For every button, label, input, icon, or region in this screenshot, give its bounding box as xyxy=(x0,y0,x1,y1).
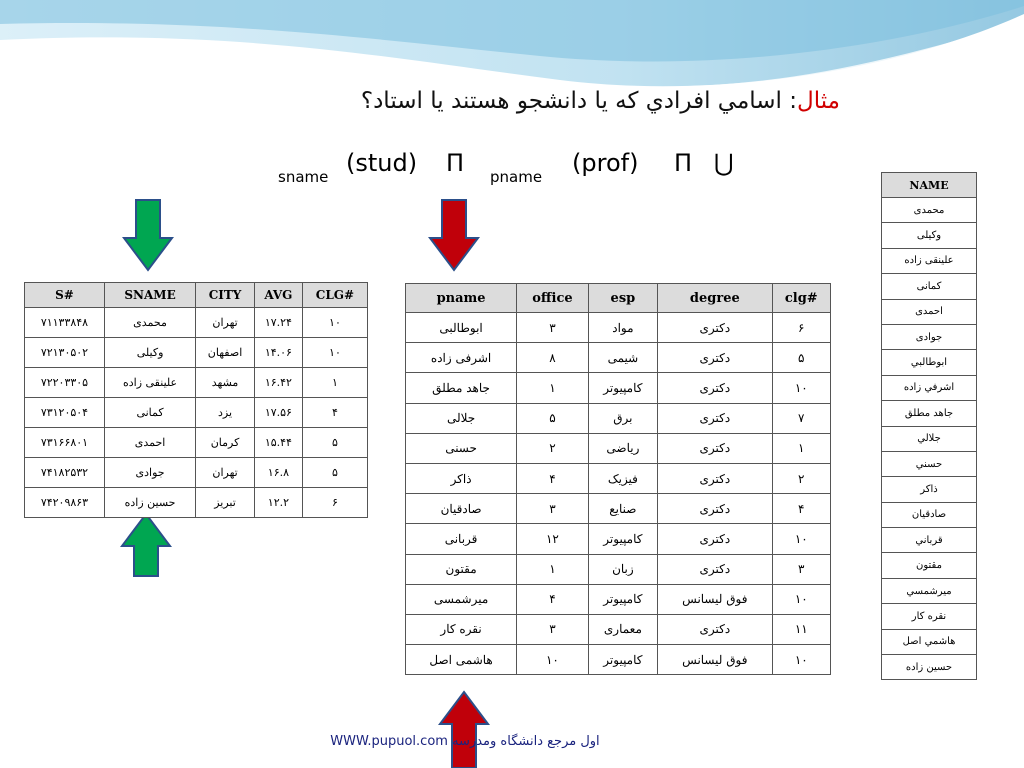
table-cell: ۱۷.۵۶ xyxy=(254,398,302,428)
table-cell: ۱۰ xyxy=(772,373,830,403)
names-header-cell: NAME xyxy=(882,173,977,198)
formula-pi-1: Π xyxy=(446,149,465,177)
name-cell: هاشمي اصل xyxy=(882,629,977,654)
table-cell: دکتری xyxy=(658,373,772,403)
table-cell: ۵ xyxy=(302,458,367,488)
table-cell: نقره کار xyxy=(406,614,517,644)
table-cell: ابوطالبی xyxy=(406,313,517,343)
table-cell: ۷۲۱۳۰۵۰۲ xyxy=(25,338,105,368)
table-cell: صنایع xyxy=(588,494,657,524)
table-row xyxy=(25,458,368,488)
name-cell: صادقيان xyxy=(882,502,977,527)
table-cell: ۳ xyxy=(517,494,589,524)
prof-header-row xyxy=(406,284,831,313)
table-row xyxy=(25,338,368,368)
stud-body xyxy=(25,308,368,518)
table-cell: زبان xyxy=(588,554,657,584)
table-row xyxy=(882,198,977,223)
table-row xyxy=(882,578,977,603)
table-cell: ۱۰ xyxy=(772,584,830,614)
table-cell: فیزیک xyxy=(588,463,657,493)
header-cell: CITY xyxy=(196,283,255,308)
name-cell: جلالي xyxy=(882,426,977,451)
header-cell: AVG xyxy=(254,283,302,308)
table-row xyxy=(406,554,831,584)
table-cell: ۱۲.۲ xyxy=(254,488,302,518)
table-cell: تهران xyxy=(196,308,255,338)
table-row xyxy=(882,350,977,375)
formula-subscript-sname: sname xyxy=(278,168,329,186)
table-cell: معماری xyxy=(588,614,657,644)
table-row xyxy=(25,398,368,428)
table-cell: ۷۴۱۸۲۵۳۲ xyxy=(25,458,105,488)
name-cell: وکیلی xyxy=(882,223,977,248)
table-cell: ۷۳۱۲۰۵۰۴ xyxy=(25,398,105,428)
slide-title xyxy=(150,88,840,114)
table-row xyxy=(882,528,977,553)
header-cell: SNAME xyxy=(104,283,195,308)
name-cell: اشرفي زاده xyxy=(882,375,977,400)
table-cell: وکیلی xyxy=(104,338,195,368)
table-cell: شیمی xyxy=(588,343,657,373)
title-text: : اسامي افرادي كه يا دانشجو هستند يا استاد؟ xyxy=(360,88,798,114)
table-cell: برق xyxy=(588,403,657,433)
table-cell: دکتری xyxy=(658,313,772,343)
title-label: مثال xyxy=(797,88,840,114)
table-cell: حسین زاده xyxy=(104,488,195,518)
table-cell: کمانی xyxy=(104,398,195,428)
table-cell: اشرفی زاده xyxy=(406,343,517,373)
table-cell: ۴ xyxy=(517,584,589,614)
table-cell: کامپیوتر xyxy=(588,373,657,403)
table-cell: فوق لیسانس xyxy=(658,645,772,675)
table-row xyxy=(882,629,977,654)
table-cell: ۵ xyxy=(517,403,589,433)
table-cell: احمدی xyxy=(104,428,195,458)
table-cell: ۱۰ xyxy=(772,524,830,554)
table-cell: ذاکر xyxy=(406,463,517,493)
table-row xyxy=(406,373,831,403)
table-cell: ۱۷.۲۴ xyxy=(254,308,302,338)
table-cell: قربانی xyxy=(406,524,517,554)
table-row xyxy=(406,524,831,554)
table-cell: محمدی xyxy=(104,308,195,338)
prof-body xyxy=(406,313,831,675)
table-row xyxy=(882,223,977,248)
table-cell: هاشمی اصل xyxy=(406,645,517,675)
table-cell: کامپیوتر xyxy=(588,584,657,614)
table-cell: ۱ xyxy=(517,373,589,403)
prof-table xyxy=(405,283,831,675)
name-cell: حسين زاده xyxy=(882,655,977,680)
table-cell: کامپیوتر xyxy=(588,524,657,554)
header-cell: office xyxy=(517,284,589,313)
table-cell: ۱۰ xyxy=(772,645,830,675)
names-body xyxy=(882,198,977,680)
name-cell: ذاكر xyxy=(882,477,977,502)
table-row xyxy=(406,343,831,373)
name-cell: جاهد مطلق xyxy=(882,401,977,426)
table-cell: علینقی زاده xyxy=(104,368,195,398)
table-cell: ۷۲۲۰۳۳۰۵ xyxy=(25,368,105,398)
table-row xyxy=(882,553,977,578)
table-cell: ۷۳۱۶۶۸۰۱ xyxy=(25,428,105,458)
table-cell: ۱۵.۴۴ xyxy=(254,428,302,458)
formula-pi-2: Π xyxy=(674,149,693,177)
table-row xyxy=(406,584,831,614)
table-cell: کامپیوتر xyxy=(588,645,657,675)
table-row xyxy=(882,274,977,299)
table-row xyxy=(25,488,368,518)
formula-prof: (prof) xyxy=(572,149,639,177)
table-cell: ۳ xyxy=(772,554,830,584)
table-cell: تبریز xyxy=(196,488,255,518)
name-cell: مقتون xyxy=(882,553,977,578)
table-row xyxy=(882,248,977,273)
table-row xyxy=(882,604,977,629)
arrow-down-green-icon xyxy=(122,198,174,272)
table-cell: ۶ xyxy=(302,488,367,518)
table-row xyxy=(406,403,831,433)
table-cell: دکتری xyxy=(658,433,772,463)
table-cell: دکتری xyxy=(658,494,772,524)
table-cell: دکتری xyxy=(658,463,772,493)
table-cell: ۶ xyxy=(772,313,830,343)
table-row xyxy=(882,299,977,324)
table-cell: ۱ xyxy=(517,554,589,584)
table-cell: ۱ xyxy=(772,433,830,463)
arrow-up-green-icon xyxy=(120,512,172,578)
header-cell: pname xyxy=(406,284,517,313)
name-cell: احمدی xyxy=(882,299,977,324)
table-cell: ۵ xyxy=(772,343,830,373)
table-cell: میرشمسی xyxy=(406,584,517,614)
table-row xyxy=(25,368,368,398)
table-row xyxy=(882,426,977,451)
arrow-up-red-icon xyxy=(438,690,490,768)
table-cell: ۷ xyxy=(772,403,830,433)
header-cell: S# xyxy=(25,283,105,308)
name-cell: کمانی xyxy=(882,274,977,299)
table-row xyxy=(406,433,831,463)
name-cell: نقره كار xyxy=(882,604,977,629)
header-cell: esp xyxy=(588,284,657,313)
table-row xyxy=(882,451,977,476)
table-cell: ۸ xyxy=(517,343,589,373)
table-cell: جاهد مطلق xyxy=(406,373,517,403)
table-row xyxy=(406,313,831,343)
name-cell: ميرشمسي xyxy=(882,578,977,603)
table-cell: ریاضی xyxy=(588,433,657,463)
table-cell: جلالی xyxy=(406,403,517,433)
table-cell: ۴ xyxy=(517,463,589,493)
table-cell: دکتری xyxy=(658,554,772,584)
stud-table xyxy=(24,282,368,518)
footer-link[interactable]: WWW.pupuol.com اول مرجع دانشگاه ومدرسه xyxy=(330,734,600,749)
table-cell: ۷۴۲۰۹۸۶۳ xyxy=(25,488,105,518)
table-cell: مقتون xyxy=(406,554,517,584)
stud-header-row xyxy=(25,283,368,308)
table-cell: ۱ xyxy=(302,368,367,398)
table-cell: اصفهان xyxy=(196,338,255,368)
formula-union: ⋃ xyxy=(714,149,734,177)
table-cell: فوق لیسانس xyxy=(658,584,772,614)
table-cell: ۱۱ xyxy=(772,614,830,644)
table-cell: ۱۰ xyxy=(517,645,589,675)
formula-stud: (stud) xyxy=(346,149,418,177)
table-cell: ۴ xyxy=(302,398,367,428)
table-cell: ۱۰ xyxy=(302,338,367,368)
table-row xyxy=(882,324,977,349)
table-cell: کرمان xyxy=(196,428,255,458)
table-cell: یزد xyxy=(196,398,255,428)
table-row xyxy=(406,463,831,493)
formula-subscript-pname: pname xyxy=(490,168,543,186)
table-row xyxy=(406,494,831,524)
table-cell: ۱۶.۸ xyxy=(254,458,302,488)
table-cell: دکتری xyxy=(658,343,772,373)
table-cell: ۵ xyxy=(302,428,367,458)
relational-algebra-formula xyxy=(262,142,782,192)
table-cell: مشهد xyxy=(196,368,255,398)
table-row xyxy=(882,375,977,400)
table-row xyxy=(25,308,368,338)
table-cell: ۱۶.۴۲ xyxy=(254,368,302,398)
table-cell: ۳ xyxy=(517,313,589,343)
table-cell: ۱۴.۰۶ xyxy=(254,338,302,368)
table-cell: ۱۰ xyxy=(302,308,367,338)
table-cell: حسنی xyxy=(406,433,517,463)
table-cell: جوادی xyxy=(104,458,195,488)
table-row xyxy=(25,428,368,458)
table-cell: صادقیان xyxy=(406,494,517,524)
header-cell: CLG# xyxy=(302,283,367,308)
table-cell: تهران xyxy=(196,458,255,488)
table-row xyxy=(406,645,831,675)
table-row xyxy=(882,655,977,680)
table-cell: دکتری xyxy=(658,403,772,433)
table-cell: ۴ xyxy=(772,494,830,524)
result-names-table xyxy=(881,172,977,680)
arrow-down-red-icon xyxy=(428,198,480,272)
name-cell: علینقی زاده xyxy=(882,248,977,273)
names-header-row xyxy=(882,173,977,198)
table-cell: دکتری xyxy=(658,614,772,644)
header-cell: clg# xyxy=(772,284,830,313)
name-cell: حسني xyxy=(882,451,977,476)
table-cell: مواد xyxy=(588,313,657,343)
name-cell: جوادی xyxy=(882,324,977,349)
table-cell: دکتری xyxy=(658,524,772,554)
table-cell: ۲ xyxy=(517,433,589,463)
table-row xyxy=(882,401,977,426)
name-cell: ابوطالبي xyxy=(882,350,977,375)
name-cell: قرباني xyxy=(882,528,977,553)
table-cell: ۳ xyxy=(517,614,589,644)
name-cell: محمدی xyxy=(882,198,977,223)
table-row xyxy=(882,502,977,527)
header-cell: degree xyxy=(658,284,772,313)
table-row xyxy=(406,614,831,644)
table-cell: ۱۲ xyxy=(517,524,589,554)
table-cell: ۲ xyxy=(772,463,830,493)
table-cell: ۷۱۱۳۳۸۴۸ xyxy=(25,308,105,338)
table-row xyxy=(882,477,977,502)
